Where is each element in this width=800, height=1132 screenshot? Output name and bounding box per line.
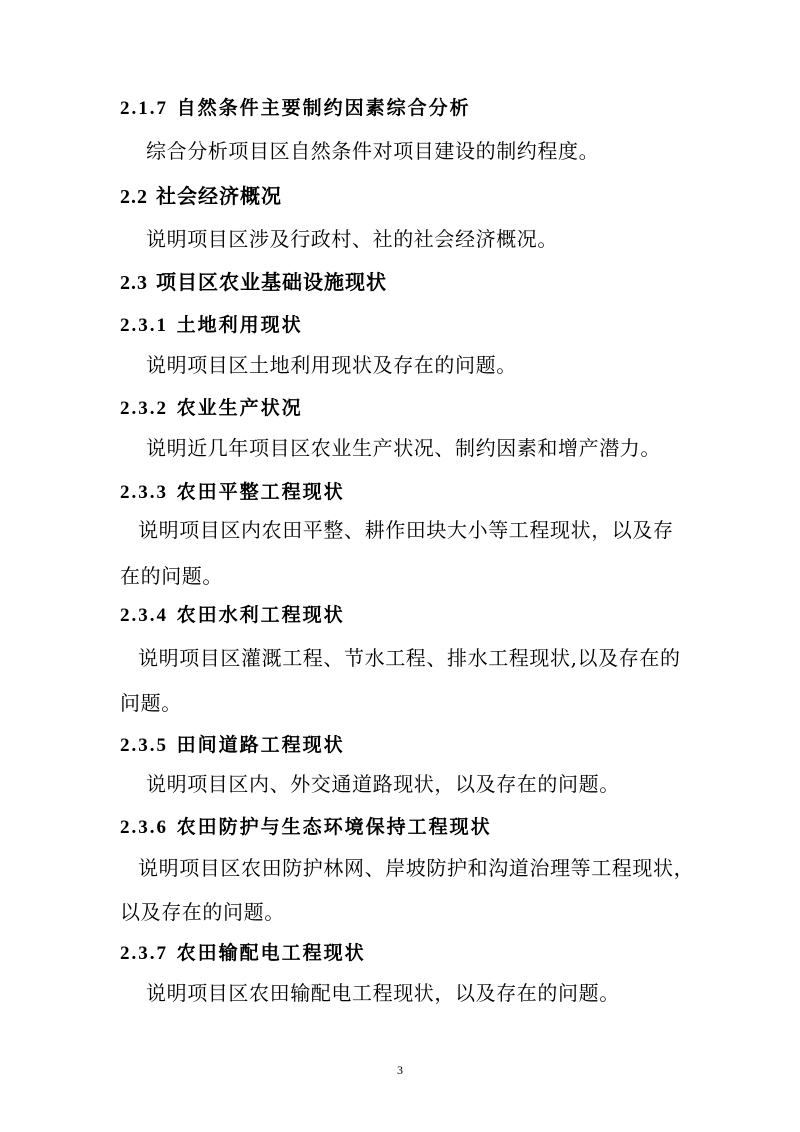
heading-2-2: 2.2 社会经济概况 bbox=[120, 184, 282, 208]
paragraph-2-3-5: 说明项目区内、外交通道路现状，以及存在的问题。 bbox=[146, 772, 620, 796]
heading-2-3-4: 2.3.4 农田水利工程现状 bbox=[120, 604, 345, 626]
heading-2-3: 2.3 项目区农业基础设施现状 bbox=[120, 270, 387, 294]
paragraph-2-3-1: 说明项目区土地利用现状及存在的问题。 bbox=[146, 353, 517, 377]
paragraph-2-2: 说明项目区涉及行政村、社的社会经济概况。 bbox=[146, 227, 558, 251]
paragraph-2-3-4-line2: 问题。 bbox=[120, 691, 182, 715]
paragraph-2-1-7: 综合分析项目区自然条件对项目建设的制约程度。 bbox=[146, 139, 600, 163]
paragraph-2-3-4-line1: 说明项目区灌溉工程、节水工程、排水工程现状,以及存在的 bbox=[138, 646, 681, 670]
heading-2-3-1: 2.3.1 土地利用现状 bbox=[120, 314, 303, 336]
page-number: 3 bbox=[397, 1063, 403, 1077]
paragraph-2-3-6-line2: 以及存在的问题。 bbox=[120, 900, 285, 924]
heading-2-3-6: 2.3.6 农田防护与生态环境保持工程现状 bbox=[120, 816, 492, 838]
paragraph-2-3-3-line2: 在的问题。 bbox=[120, 564, 223, 588]
heading-2-3-2: 2.3.2 农业生产状况 bbox=[120, 397, 303, 419]
heading-2-3-5: 2.3.5 田间道路工程现状 bbox=[120, 734, 345, 756]
heading-2-3-3: 2.3.3 农田平整工程现状 bbox=[120, 481, 345, 503]
paragraph-2-3-7: 说明项目区农田输配电工程现状，以及存在的问题。 bbox=[146, 981, 620, 1005]
heading-2-1-7: 2.1.7 自然条件主要制约因素综合分析 bbox=[120, 97, 471, 119]
paragraph-2-3-2: 说明近几年项目区农业生产状况、制约因素和增产潜力。 bbox=[146, 436, 661, 460]
paragraph-2-3-6-line1: 说明项目区农田防护林网、岸坡防护和沟道治理等工程现状， bbox=[138, 856, 695, 880]
paragraph-2-3-3-line1: 说明项目区内农田平整、耕作田块大小等工程现状，以及存 bbox=[138, 518, 674, 542]
heading-2-3-7: 2.3.7 农田输配电工程现状 bbox=[120, 942, 366, 964]
